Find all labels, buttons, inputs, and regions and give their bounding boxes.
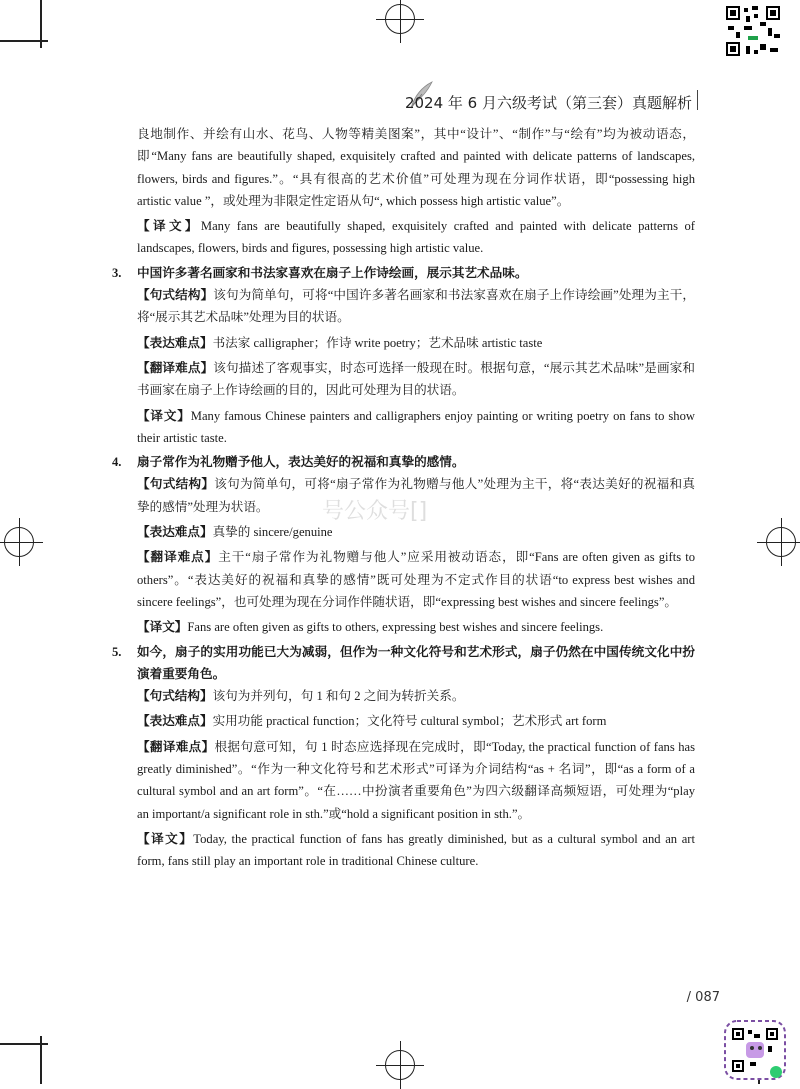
item-label: 【句式结构】 <box>137 477 215 492</box>
analysis-item <box>137 521 695 543</box>
analysis-item <box>137 685 695 707</box>
translation-item <box>137 405 695 450</box>
analysis-item <box>137 473 695 518</box>
item-text: 真挚的 sincere/genuine <box>212 525 333 540</box>
question-heading <box>112 641 695 686</box>
item-label: 【表达难点】 <box>137 714 213 729</box>
analysis-item <box>137 710 695 732</box>
registration-mark-icon <box>766 527 796 557</box>
translation-item <box>137 616 695 638</box>
analysis-item <box>137 332 695 354</box>
item-label: 【译文】 <box>137 408 191 423</box>
item-text: Fans are often given as gifts to others, expressing best wishes and sincere feelings. <box>187 620 604 635</box>
item-text: 该句描述了客观事实，时态可选择一般现在时。根据句意，“展示其艺术品味”是画家和书画家在扇子上作诗绘画的目的，因此可处理为目的状语。 <box>137 360 696 398</box>
qr-code-icon <box>724 4 782 58</box>
question-number: 5. <box>112 644 122 659</box>
qr-code-sticker-icon <box>724 1020 786 1080</box>
analysis-item <box>137 546 695 613</box>
crop-mark <box>0 40 48 42</box>
item-label: 【翻译难点】 <box>137 550 219 565</box>
question-number: 3. <box>112 265 122 280</box>
analysis-item <box>137 284 695 329</box>
registration-mark-icon <box>385 4 415 34</box>
item-label: 【表达难点】 <box>137 335 213 350</box>
item-text: 该句为简单句，可将“扇子常作为礼物赠与他人”处理为主干，将“表达美好的祝福和真挚的感情”处理为状语。 <box>137 477 696 514</box>
item-label: 【译文】 <box>137 831 194 846</box>
item-label: 【句式结构】 <box>137 689 213 704</box>
registration-mark-icon <box>385 1050 415 1080</box>
document-body <box>112 123 696 873</box>
item-text: 书法家 calligrapher；作诗 write poetry；艺术品味 artistic taste <box>212 335 543 350</box>
item-text: 主干“扇子常作为礼物赠与他人”应采用被动语态，即“Fans are often given as gifts to others”。“表达美好的祝福和真挚的感情”既可处理为不定式作目的状语“to express best wishes and sincere feelings”，也可处理为现在分词作伴随状语，即“expressing best wishes and sincere feelings”。 <box>137 550 695 609</box>
item-text: 根据句意可知，句 1 时态应选择现在完成时，即“Today, the practical function of fans has greatly diminished”。“作为一种文化符号和艺术形式”可译为介词结构“as + 名词”，即“as a form of a cultural symbol and an art form”。“在……中扮演者重要角色”为四六级翻译高频短语，可处理为“play an important/a significant role in sth.”或“hold a significant position in sth.”。 <box>137 739 695 821</box>
translation-item <box>137 828 695 873</box>
question-number: 4. <box>112 455 122 470</box>
paragraph: 良地制作、并绘有山水、花鸟、人物等精美图案”，其中“设计”、“制作”与“绘有”均为被动语态，即“Many fans are beautifully shaped, exquisitely crafted and painted with delicate patterns of landscapes, flowers, birds and figures.”。“具有很高的艺术价值”可处理为现在分词作状语，即“possessing high artistic value ”，或处理为非限定性定语从句“, which possess high artistic value”。 <box>137 127 695 208</box>
item-label: 【译文】 <box>137 219 201 234</box>
registration-mark-icon <box>4 527 34 557</box>
running-header <box>404 88 698 114</box>
question-heading <box>112 451 695 473</box>
watermark: 号公众号[] <box>322 499 428 524</box>
question-text: 中国许多著名画家和书法家喜欢在扇子上作诗绘画，展示其艺术品味。 <box>137 265 528 280</box>
header-title: 2024 年 6 月六级考试（第三套）真题解析 <box>404 94 692 112</box>
item-text: 该句为简单句，可将“中国许多著名画家和书法家喜欢在扇子上作诗绘画”处理为主干，将“展示其艺术品味”处理为目的状语。 <box>137 288 696 325</box>
item-text: 实用功能 practical function；文化符号 cultural symbol；艺术形式 art form <box>212 714 607 729</box>
translation-item <box>137 215 695 260</box>
item-text: Many fans are beautifully shaped, exquisitely crafted and painted with delicate patterns of landscapes, flowers, birds and figures, possessing high artistic value. <box>137 219 695 256</box>
item-text: 该句为并列句，句 1 和句 2 之间为转折关系。 <box>212 689 465 704</box>
header-divider <box>697 90 699 110</box>
page-number: / 087 <box>686 990 720 1005</box>
item-text: Many famous Chinese painters and calligraphers enjoy painting or writing poetry on fans to show their artistic taste. <box>137 408 695 445</box>
analysis-item <box>137 357 695 402</box>
question-text: 如今，扇子的实用功能已大为减弱，但作为一种文化符号和艺术形式，扇子仍然在中国传统文化中扮演着重要角色。 <box>137 644 695 681</box>
item-label: 【表达难点】 <box>137 525 213 540</box>
item-text: Today, the practical function of fans has greatly diminished, but as a cultural symbol and an art form, fans still play an important role in traditional Chinese culture. <box>137 831 696 869</box>
item-label: 【翻译难点】 <box>137 360 214 375</box>
item-label: 【翻译难点】 <box>137 739 215 754</box>
question-text: 扇子常作为礼物赠予他人，表达美好的祝福和真挚的感情。 <box>137 455 465 470</box>
question-heading <box>112 262 695 284</box>
analysis-item <box>137 736 695 825</box>
item-label: 【句式结构】 <box>137 288 214 303</box>
crop-mark <box>0 1043 48 1045</box>
item-label: 【译文】 <box>137 620 188 635</box>
